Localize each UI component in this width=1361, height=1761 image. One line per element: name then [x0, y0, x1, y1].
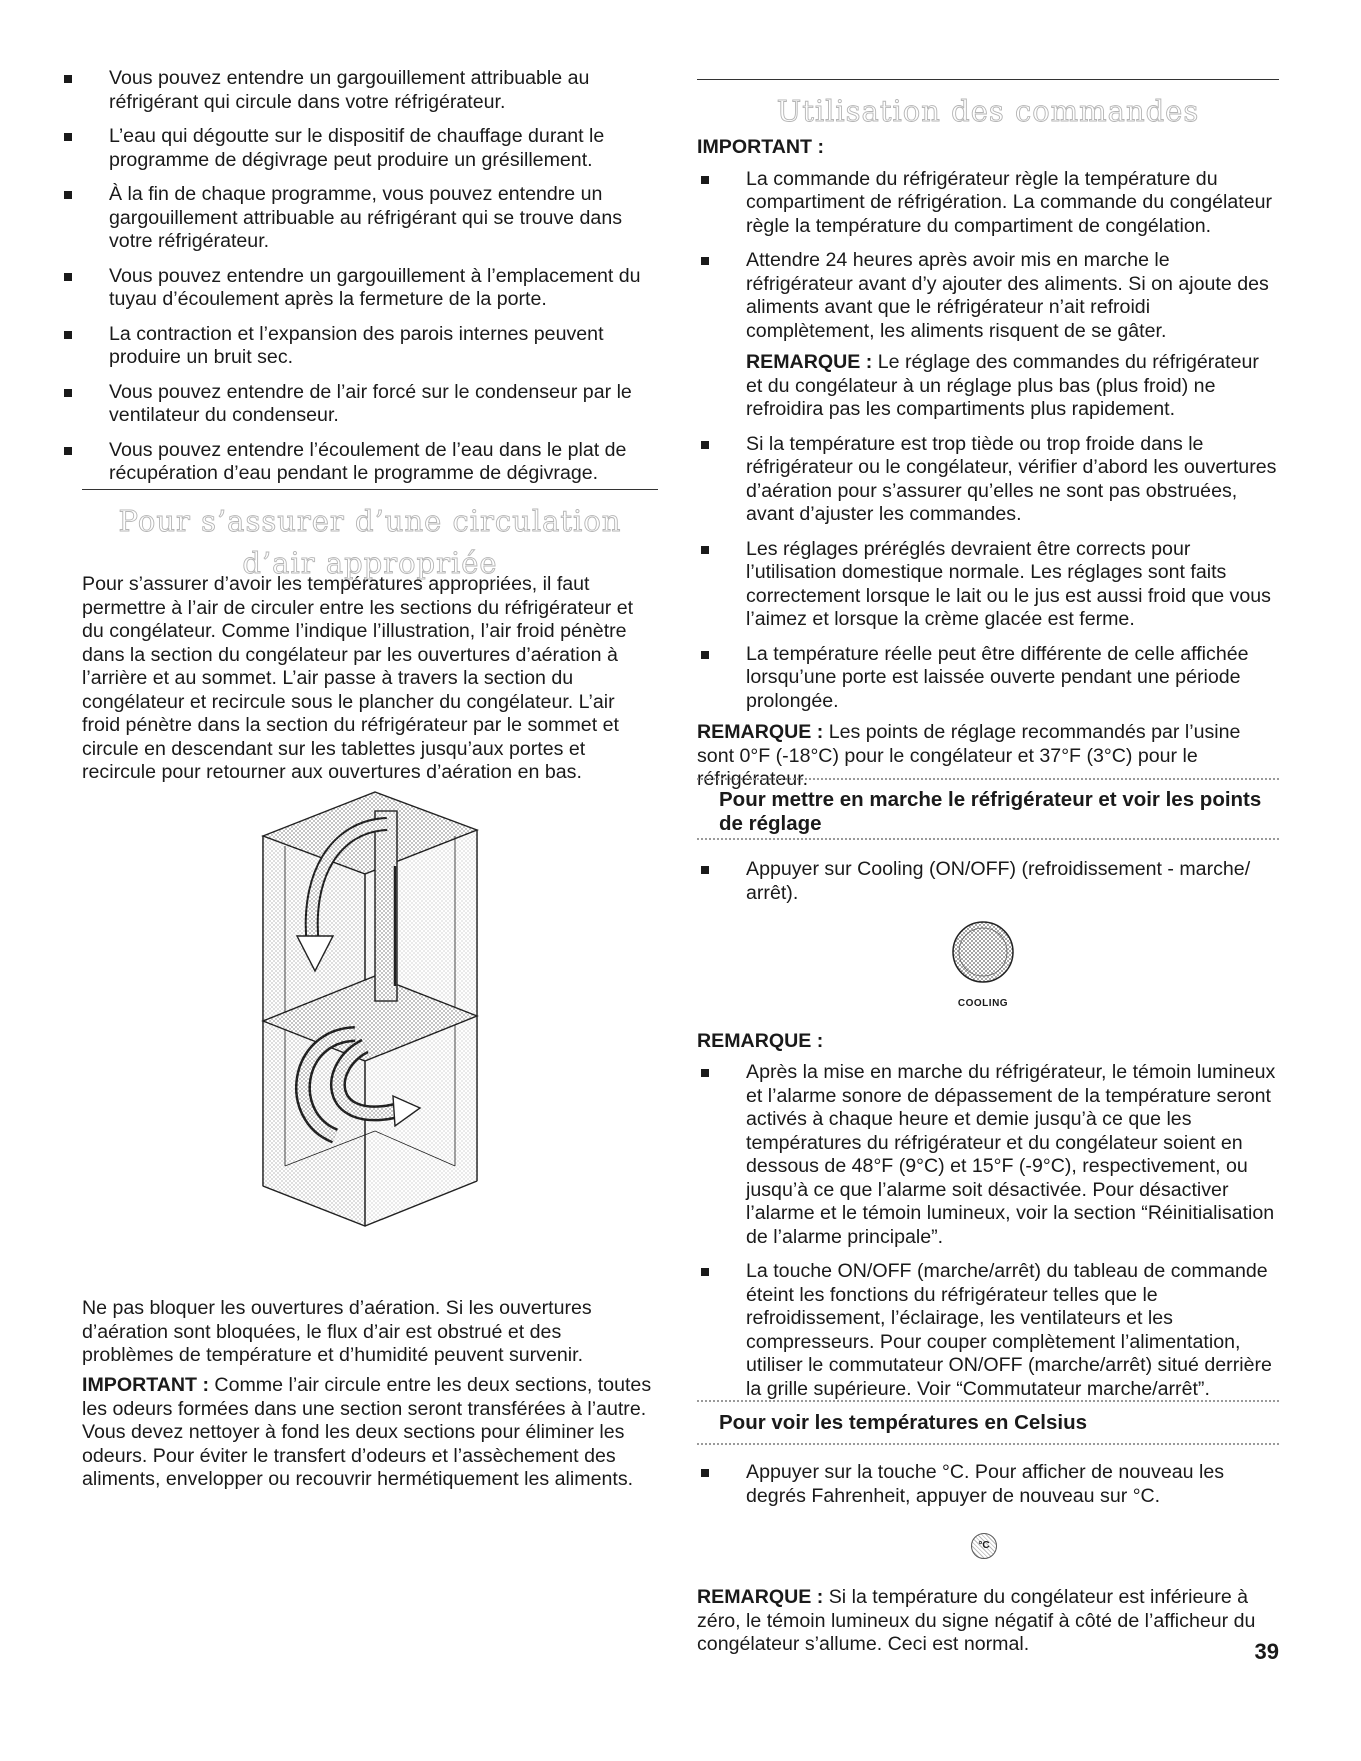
- dotted-divider: [697, 1400, 1279, 1402]
- bullet-icon: [64, 273, 72, 281]
- celsius-bullet: [697, 1461, 1279, 1519]
- cooling-button-icon[interactable]: [951, 920, 1015, 984]
- controls-bullet-list: [697, 168, 1279, 344]
- list-item: L’eau qui dégoutte sur le dispositif de chauffage durant le programme de dégivrage peut produire un grésillement.: [60, 125, 658, 172]
- bullet-icon: [701, 651, 709, 659]
- remarque-heading: REMARQUE :: [697, 1030, 824, 1052]
- bullet-icon: [64, 389, 72, 397]
- dotted-divider: [697, 1443, 1279, 1445]
- noise-bullet-list: [60, 67, 658, 486]
- celsius-button-icon[interactable]: °C: [971, 1533, 997, 1559]
- page-number: 39: [1254, 1639, 1279, 1664]
- bullet-icon: [64, 133, 72, 141]
- list-item: La température réelle peut être différente de celle affichée lorsqu’une porte est laissée ouverte pendant une période prolongée.: [697, 643, 1279, 714]
- section-divider: [82, 489, 658, 490]
- bullet-icon: [701, 866, 709, 874]
- celsius-subheading: Pour voir les températures en Celsius: [719, 1411, 1087, 1434]
- list-item: La touche ON/OFF (marche/arrêt) du tableau de commande éteint les fonctions du réfrigérateur telles que le refroidissement, l’éclairage, les ventilateurs et les compresseurs. Pour couper complètement l’alimentation, utiliser le commutateur ON/OFF (marche/arrêt) situé derrière la grille supérieure. Voir “Commutateur marche/arrêt”.: [697, 1260, 1279, 1401]
- list-item: La commande du réfrigérateur règle la température du compartiment de réfrigération. La commande du congélateur règle la température du compartiment de congélation.: [697, 168, 1279, 239]
- cooling-subheading: Pour mettre en marche le réfrigérateur et voir les points de réglage: [719, 788, 1262, 835]
- bullet-icon: [701, 441, 709, 449]
- bullet-icon: [701, 176, 709, 184]
- airflow-paragraph: Pour s’assurer d’avoir les températures appropriées, il faut permettre à l’air de circuler entre les sections du réfrigérateur et du congélateur. Comme l’indique l’illustration, l’air froid pénètre dans la section du congélateur par les ouvertures d’aération à l’arrière et au sommet. L’air passe à travers la section du congélateur et recircule sous le plancher du congélateur. L’air froid pénètre dans la section du réfrigérateur par le sommet et circule en descendant sur les tablettes jusqu’aux portes et recircule pour retourner aux ouvertures d’aération en bas.: [82, 573, 634, 783]
- dotted-divider: [697, 838, 1279, 840]
- list-item: Vous pouvez entendre l’écoulement de l’eau dans le plat de récupération d’eau pendant le programme de dégivrage.: [60, 439, 658, 486]
- list-item: Vous pouvez entendre un gargouillement attribuable au réfrigérant qui circule dans votre réfrigérateur.: [60, 67, 658, 114]
- list-item: Appuyer sur Cooling (ON/OFF) (refroidissement - marche/ arrêt).: [697, 858, 1279, 905]
- dotted-divider: [697, 778, 1279, 780]
- negative-sign-note: REMARQUE : Si la température du congélateur est inférieure à zéro, le témoin lumineux du signe négatif à côté de l’afficheur du congélateur s’allume. Ceci est normal.: [697, 1586, 1256, 1655]
- list-item: Les réglages préréglés devraient être corrects pour l’utilisation domestique normale. Les réglages sont faits correctement lorsque le lait ou le jus est aussi froid que vous l’aimez et lorsque la crème glacée est ferme.: [697, 538, 1279, 632]
- bullet-icon: [701, 1268, 709, 1276]
- left-column: [60, 0, 658, 497]
- list-item: Après la mise en marche du réfrigérateur, le témoin lumineux et l’alarme sonore de dépassement de la température seront activés à chaque heure et demie jusqu’à ce que les températures du réfrigérateur et du congélateur soient en dessous de 48°F (9°C) et 15°F (-9°C), respectivement, ou jusqu’à ce que l’alarme soit désactivée. Pour désactiver l’alarme et le témoin lumineux, voir la section “Réinitialisation de l’alarme principale”.: [697, 1061, 1279, 1249]
- section-divider: [697, 79, 1279, 80]
- factory-setpoint-note: REMARQUE : Les points de réglage recommandés par l’usine sont 0°F (-18°C) pour le congélateur et 37°F (3°C) pour le réfrigérateur.: [697, 721, 1241, 790]
- bullet-icon: [701, 1069, 709, 1077]
- vent-warning-paragraph: Ne pas bloquer les ouvertures d’aération. Si les ouvertures d’aération sont bloquées, le flux d’air est obstrué et des problèmes de température et d’humidité peuvent survenir.: [82, 1297, 592, 1366]
- cooling-bullet: [697, 858, 1279, 916]
- important-heading: IMPORTANT :: [697, 136, 824, 158]
- controls-content: [697, 136, 1279, 792]
- controls-section-title: Utilisation des commandes: [776, 94, 1200, 128]
- odor-important-paragraph: IMPORTANT : Comme l’air circule entre les deux sections, toutes les odeurs formées dans une section seront transférées à l’autre. Vous devez nettoyer à fond les deux sections pour éliminer les odeurs. Pour éviter le transfert d’odeurs et l’assèchement des aliments, envelopper ou recouvrir hermétiquement les aliments.: [82, 1374, 652, 1490]
- bullet-icon: [64, 75, 72, 83]
- list-item: Appuyer sur la touche °C. Pour afficher de nouveau les degrés Fahrenheit, appuyer de nouveau sur °C.: [697, 1461, 1279, 1508]
- controls-bullet-list-2: [697, 433, 1279, 714]
- list-item: Si la température est trop tiède ou trop froide dans le réfrigérateur ou le congélateur, vérifier d’abord les ouvertures d’aération pour s’assurer qu’elles ne sont pas obstruées, avant d’ajuster les commandes.: [697, 433, 1279, 527]
- list-item: Vous pouvez entendre un gargouillement à l’emplacement du tuyau d’écoulement après la fermeture de la porte.: [60, 265, 658, 312]
- bullet-icon: [64, 191, 72, 199]
- airflow-section-title: Pour s’assurer d’une circulation d’air appropriée: [118, 504, 622, 580]
- list-item: À la fin de chaque programme, vous pouvez entendre un gargouillement attribuable au réfrigérant qui se trouve dans votre réfrigérateur.: [60, 183, 658, 254]
- bullet-icon: [64, 331, 72, 339]
- list-item: Attendre 24 heures après avoir mis en marche le réfrigérateur avant d’y ajouter des aliments. Si on ajoute des aliments avant que le réfrigérateur n’ait refroidi complètement, les aliments risquent de se gâter.: [697, 249, 1279, 343]
- cooling-label: COOLING: [957, 998, 1009, 1009]
- bullet-icon: [701, 546, 709, 554]
- alarm-bullet-list: [697, 1061, 1279, 1412]
- list-item: La contraction et l’expansion des parois internes peuvent produire un bruit sec.: [60, 323, 658, 370]
- airflow-illustration: [255, 786, 495, 1286]
- bullet-icon: [64, 447, 72, 455]
- bullet-icon: [701, 1469, 709, 1477]
- bullet-icon: [701, 257, 709, 265]
- remarque-note: REMARQUE : Le réglage des commandes du réfrigérateur et du congélateur à un réglage plus bas (plus froid) ne refroidira pas les compartiments plus rapidement.: [746, 351, 1259, 420]
- list-item: Vous pouvez entendre de l’air forcé sur le condenseur par le ventilateur du condenseur.: [60, 381, 658, 428]
